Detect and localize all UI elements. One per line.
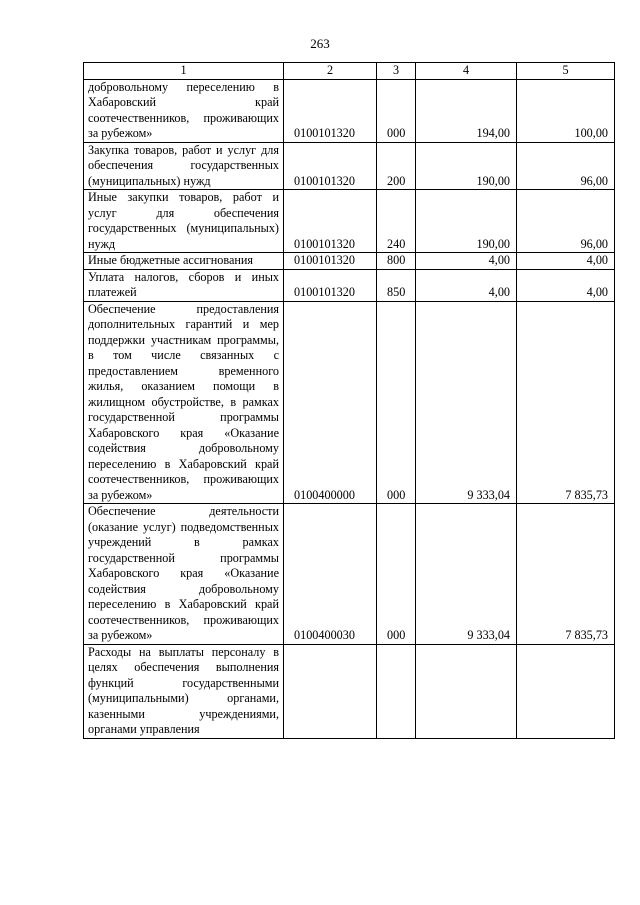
column-header: 2 xyxy=(284,63,377,80)
expense-type-code: 000 xyxy=(377,79,416,142)
column-header: 3 xyxy=(377,63,416,80)
table-row xyxy=(84,142,615,190)
amount-col-5: 100,00 xyxy=(517,79,615,142)
expense-type-code: 000 xyxy=(377,301,416,504)
expense-type-code: 800 xyxy=(377,253,416,270)
amount-col-4: 190,00 xyxy=(416,142,517,190)
table-row xyxy=(84,301,615,504)
column-header: 5 xyxy=(517,63,615,80)
table-row xyxy=(84,504,615,645)
amount-col-5: 4,00 xyxy=(517,269,615,301)
row-description: Расходы на выплаты персоналу в целях обеспечения выполнения функций государственными (муниципальными) органами, казенными учреждениями, органами управления xyxy=(84,644,284,738)
page-number: 263 xyxy=(310,36,330,51)
amount-col-4: 9 333,04 xyxy=(416,504,517,645)
amount-col-5: 7 835,73 xyxy=(517,301,615,504)
amount-col-5 xyxy=(517,644,615,738)
table-row xyxy=(84,79,615,142)
expense-type-code: 240 xyxy=(377,190,416,253)
row-description: Иные закупки товаров, работ и услуг для обеспечения государственных (муниципальных) нужд xyxy=(84,190,284,253)
expense-type-code: 850 xyxy=(377,269,416,301)
target-article-code: 0100101320 xyxy=(284,142,377,190)
target-article-code: 0100400000 xyxy=(284,301,377,504)
target-article-code xyxy=(284,644,377,738)
target-article-code: 0100400030 xyxy=(284,504,377,645)
amount-col-4: 190,00 xyxy=(416,190,517,253)
row-description: Закупка товаров, работ и услуг для обеспечения государственных (муниципальных) нужд xyxy=(84,142,284,190)
budget-table xyxy=(83,62,615,739)
target-article-code: 0100101320 xyxy=(284,79,377,142)
table-row xyxy=(84,253,615,270)
amount-col-5: 4,00 xyxy=(517,253,615,270)
column-header: 4 xyxy=(416,63,517,80)
amount-col-4: 194,00 xyxy=(416,79,517,142)
target-article-code: 0100101320 xyxy=(284,269,377,301)
table-header-row xyxy=(84,63,615,80)
row-description: Обеспечение предоставления дополнительных гарантий и мер поддержки участникам программы, в том числе связанных с предоставлением временного жилья, оказанием помощи в жилищном обустройстве, в рамках государственной программы Хабаровского края «Оказание содействия добровольному переселению в Хабаровский край соотечественников, проживающих за рубежом» xyxy=(84,301,284,504)
table-row xyxy=(84,190,615,253)
row-description: Обеспечение деятельности (оказание услуг) подведомственных учреждений в рамках государственной программы Хабаровского края «Оказание содействия добровольному переселению в Хабаровский край соотечественников, проживающих за рубежом» xyxy=(84,504,284,645)
amount-col-4 xyxy=(416,644,517,738)
expense-type-code xyxy=(377,644,416,738)
target-article-code: 0100101320 xyxy=(284,190,377,253)
expense-type-code: 200 xyxy=(377,142,416,190)
amount-col-4: 4,00 xyxy=(416,253,517,270)
row-description: Уплата налогов, сборов и иных платежей xyxy=(84,269,284,301)
row-description: добровольному переселению в Хабаровский край соотечественников, проживающих за рубежом» xyxy=(84,79,284,142)
amount-col-5: 96,00 xyxy=(517,190,615,253)
row-description: Иные бюджетные ассигнования xyxy=(84,253,284,270)
amount-col-5: 7 835,73 xyxy=(517,504,615,645)
expense-type-code: 000 xyxy=(377,504,416,645)
table-row xyxy=(84,644,615,738)
amount-col-4: 9 333,04 xyxy=(416,301,517,504)
amount-col-4: 4,00 xyxy=(416,269,517,301)
table-row xyxy=(84,269,615,301)
amount-col-5: 96,00 xyxy=(517,142,615,190)
target-article-code: 0100101320 xyxy=(284,253,377,270)
column-header: 1 xyxy=(84,63,284,80)
